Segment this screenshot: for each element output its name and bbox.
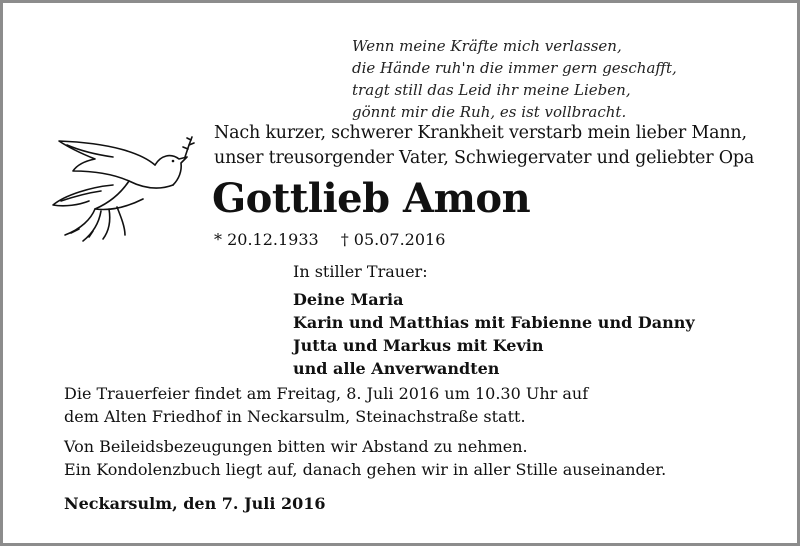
service-line: dem Alten Friedhof in Neckarsulm, Steinachstraße statt. (64, 407, 526, 426)
condolence-line: Ein Kondolenzbuch liegt auf, danach gehen wir in aller Stille auseinander. (64, 460, 667, 479)
intro-line: unser treusorgender Vater, Schwiegervater und geliebter Opa (214, 148, 755, 168)
funeral-service-info (64, 382, 588, 428)
intro-text (214, 121, 794, 171)
birth-date: * 20.12.1933 (214, 230, 319, 249)
poem-line: tragt still das Leid ihr meine Lieben, (352, 81, 631, 99)
life-dates (214, 229, 445, 251)
dove-with-olive-branch-icon (51, 135, 203, 243)
deceased-name: Gottlieb Amon (212, 175, 531, 222)
mourner-line: Deine Maria (293, 290, 404, 309)
service-line: Die Trauerfeier findet am Freitag, 8. Juli 2016 um 10.30 Uhr auf (64, 384, 589, 403)
mourner-line: Jutta und Markus mit Kevin (293, 336, 544, 355)
mourner-line: und alle Anverwandten (293, 359, 500, 378)
condolence-info (64, 435, 666, 481)
intro-line: Nach kurzer, schwerer Krankheit verstarb mein lieber Mann, (214, 123, 747, 143)
condolence-line: Von Beileidsbezeugungen bitten wir Abstand zu nehmen. (64, 437, 528, 456)
mourning-label: In stiller Trauer: (293, 262, 428, 281)
poem-line: die Hände ruh'n die immer gern geschafft, (352, 59, 677, 77)
place-and-date: Neckarsulm, den 7. Juli 2016 (64, 494, 326, 513)
poem-line: gönnt mir die Ruh, es ist vollbracht. (352, 103, 627, 121)
poem (352, 35, 772, 123)
mourner-line: Karin und Matthias mit Fabienne und Danny (293, 313, 695, 332)
poem-line: Wenn meine Kräfte mich verlassen, (352, 37, 622, 55)
mourners-list (293, 288, 695, 380)
death-date: † 05.07.2016 (340, 230, 446, 249)
